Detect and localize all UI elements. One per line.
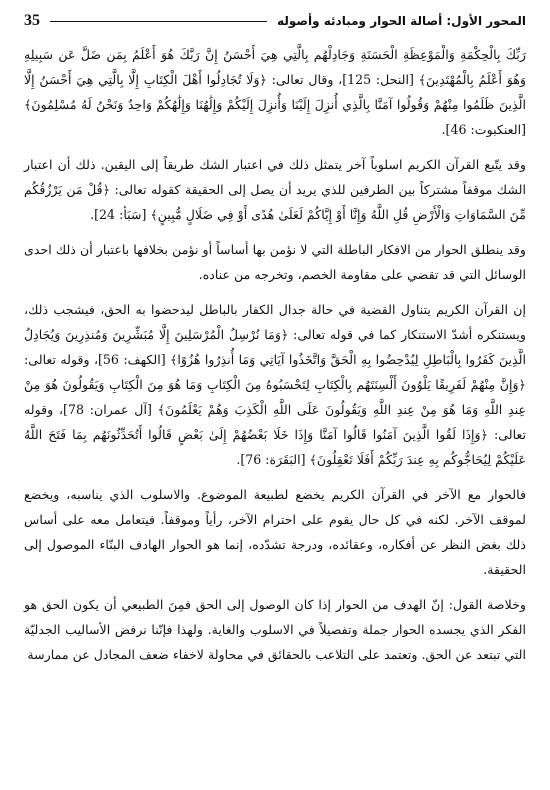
page-body — [24, 42, 526, 677]
page-number: 35 — [24, 12, 40, 29]
paragraph-6: وخلاصة القول: إنّ الهدف من الحوار إذا كان الوصول إلى الحق فمِنَ الطبيعي أن يكون الحق هو الفكر الذي يجسده الحوار جملة وتفصيلاً في الاسلوب والغاية. ولهذا فإنّنا نرفض الأساليب الجدليّة التي تبتعد عن الحق. وتعتمد على التلاعب بالحقائق في محاولة لاخفاء ضعف المجادل عن ممارسة — [24, 597, 526, 662]
header-rule — [50, 21, 267, 22]
paragraph-3: وقد ينطلق الحوار من الافكار الباطلة التي لا نؤمن بها أساساً أو نؤمن بخلافها باعتبار أن ذلك احدى الوسائل التي قد تقضي على مقاومة الخصم، وتخرجه من عناده. — [24, 242, 526, 282]
paragraph-1: رَبِّكَ بِالْحِكْمَةِ وَالْمَوْعِظَةِ الْحَسَنَةِ وَجَادِلْهُم بِالَّتِي هِيَ أَحْسَنُ إِنَّ رَبَّكَ هُوَ أَعْلَمُ بِمَن ضَلَّ عَن سَبِيلِهِ وَهُوَ أَعْلَمُ بِالْمُهْتَدِينَ﴾ [النحل: 125]، وقال تعالى: ﴿وَلَا تُجَادِلُوا أَهْلَ الْكِتَابِ إِلَّا بِالَّتِي هِيَ أَحْسَنُ إِلَّا الَّذِينَ ظَلَمُوا مِنْهُمْ وَقُولُوا آمَنَّا بِالَّذِي أُنزِلَ إِلَيْنَا وَأُنزِلَ إِلَيْكُمْ وَإِلَٰهُنَا وَإِلَٰهُكُمْ وَاحِدٌ وَنَحْنُ لَهُ مُسْلِمُونَ﴾ [العنكبوت: 46]. — [24, 47, 526, 137]
paragraph-2: وقد يتّبع القرآن الكريم اسلوباً آخر يتمثل ذلك في اعتبار الشك طريقاً إلى اليقين. ذلك أن اعتبار الشك موقفاً مشتركاً بين الطرفين للذي يريد أن يصل إلى الحقيقة كقوله تعالى: ﴿قُلْ مَن يَرْزُقُكُم مِّنَ السَّمَاوَاتِ وَالْأَرْضِ قُلِ اللَّهُ وَإِنَّا أَوْ إِيَّاكُمْ لَعَلَىٰ هُدًى أَوْ فِي ضَلَالٍ مُّبِينٍ﴾ [سَبَأ: 24]. — [24, 157, 526, 222]
paragraph-5: فالحوار مع الآخر في القرآن الكريم يخضع لطبيعة الموضوع. والاسلوب الذي يناسبه، ويخضع لموقف الآخر. لكنه في كل حال يقوم على احترام الآخر، رأياً وموقفاً. فيتعامل معه على أساس ذلك بغض النظر عن أفكاره، وعقائده، ودرجة تشدّده، إنما هو الحوار الهادف البنّاء الموصول إلى الحقيقة. — [24, 487, 526, 577]
running-header — [24, 8, 526, 34]
running-title: المحور الأول: أصالة الحوار ومبادئه وأصوله — [277, 14, 526, 28]
paragraph-4: إن القرآن الكريم يتناول القضية في حالة جدال الكفار بالباطل ليدحضوا به الحق، فيشجب ذلك، ويستنكره أشدّ الاستنكار كما في قوله تعالى: ﴿وَمَا نُرْسِلُ الْمُرْسَلِينَ إِلَّا مُبَشِّرِينَ وَمُنذِرِينَ وَيُجَادِلُ الَّذِينَ كَفَرُوا بِالْبَاطِلِ لِيُدْحِضُوا بِهِ الْحَقَّ وَاتَّخَذُوا آيَاتِي وَمَا أُنذِرُوا هُزُوًا﴾ [الكهف: 56]، وقوله تعالى: ﴿وَإِنَّ مِنْهُمْ لَفَرِيقًا يَلْوُونَ أَلْسِنَتَهُم بِالْكِتَابِ لِتَحْسَبُوهُ مِنَ الْكِتَابِ وَمَا هُوَ مِنَ الْكِتَابِ وَيَقُولُونَ هُوَ مِنْ عِندِ اللَّهِ وَمَا هُوَ مِنْ عِندِ اللَّهِ وَيَقُولُونَ عَلَى اللَّهِ الْكَذِبَ وَهُمْ يَعْلَمُونَ﴾ [آل عمران: 78]، وقوله تعالى: ﴿وَإِذَا لَقُوا الَّذِينَ آمَنُوا قَالُوا آمَنَّا وَإِذَا خَلَا بَعْضُهُمْ إِلَىٰ بَعْضٍ قَالُوا أَتُحَدِّثُونَهُم بِمَا فَتَحَ اللَّهُ عَلَيْكُمْ لِيُحَاجُّوكُم بِهِ عِندَ رَبِّكُمْ أَفَلَا تَعْقِلُونَ﴾ [البَقَرَة: 76]. — [24, 302, 527, 467]
